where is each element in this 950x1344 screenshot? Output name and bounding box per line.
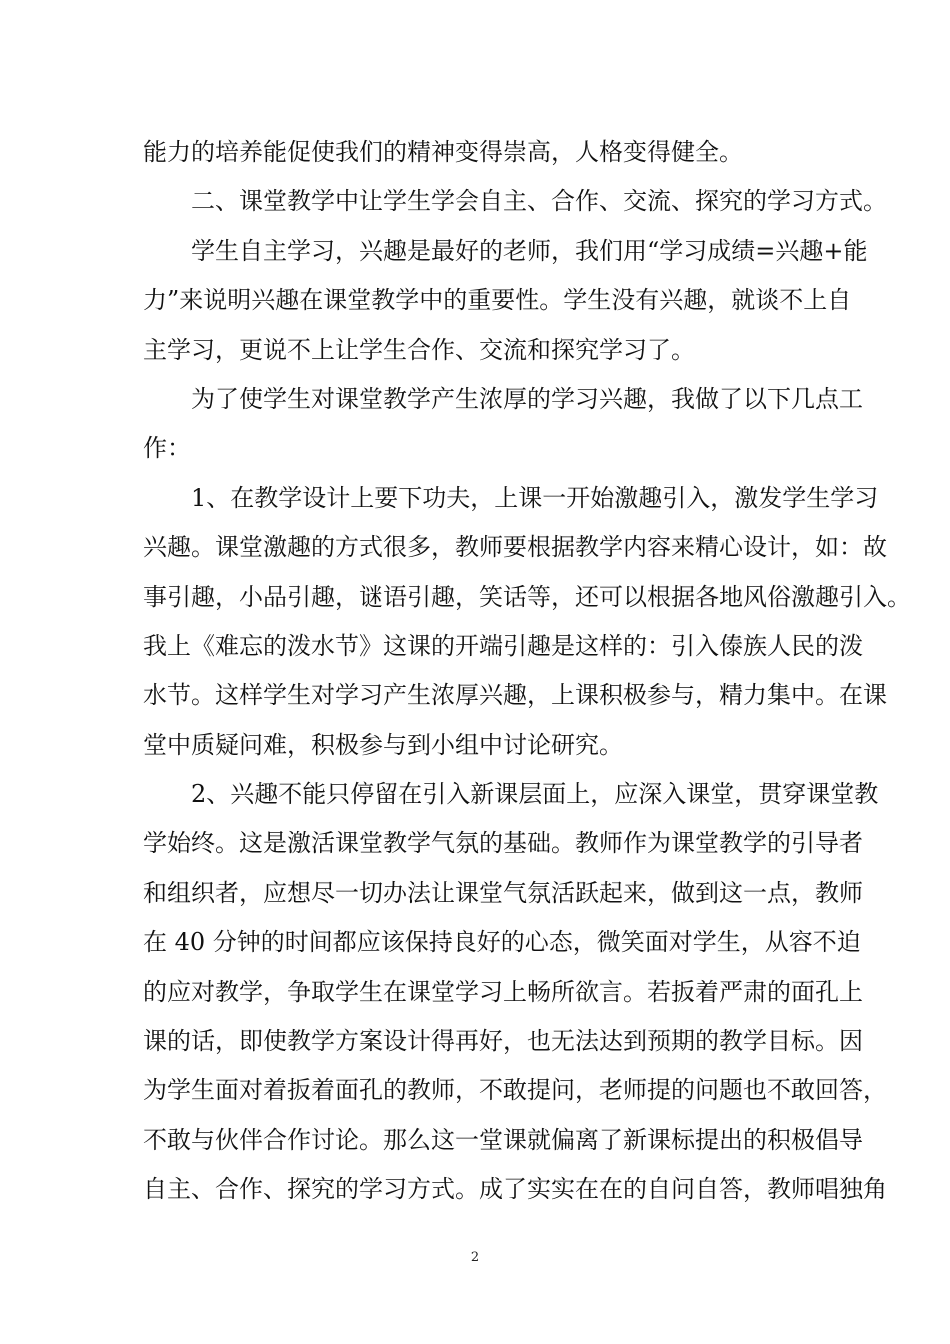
- paragraph-line: 和组织者，应想尽一切办法让课堂气氛活跃起来，做到这一点，教师: [143, 878, 863, 907]
- paragraph-line: 事引趣，小品引趣，谜语引趣，笑话等，还可以根据各地风俗激趣引入。: [143, 582, 911, 611]
- paragraph-line: 自主、合作、探究的学习方式。成了实实在在的自问自答，教师唱独角: [143, 1175, 887, 1204]
- paragraph-line: 的应对教学，争取学生在课堂学习上畅所欲言。若扳着严肃的面孔上: [143, 977, 863, 1006]
- paragraph-line: 水节。这样学生对学习产生浓厚兴趣，上课积极参与，精力集中。在课: [143, 681, 887, 710]
- paragraph-line: 学生自主学习，兴趣是最好的老师，我们用“学习成绩=兴趣+能: [191, 236, 868, 265]
- paragraph-line: 作：: [143, 434, 191, 463]
- paragraph-line: 力”来说明兴趣在课堂教学中的重要性。学生没有兴趣，就谈不上自: [143, 286, 852, 315]
- paragraph-line: 不敢与伙伴合作讨论。那么这一堂课就偏离了新课标提出的积极倡导: [143, 1125, 863, 1154]
- paragraph-line: 在 40 分钟的时间都应该保持良好的心态，微笑面对学生，从容不迫: [143, 928, 861, 957]
- paragraph-line: 兴趣。课堂激趣的方式很多，教师要根据教学内容来精心设计，如：故: [143, 533, 887, 562]
- paragraph-line: 学始终。这是激活课堂教学气氛的基础。教师作为课堂教学的引导者: [143, 829, 863, 858]
- paragraph-line: 我上《难忘的泼水节》这课的开端引趣是这样的：引入傣族人民的泼: [143, 631, 863, 660]
- paragraph-line: 为学生面对着扳着面孔的教师，不敢提问，老师提的问题也不敢回答，: [143, 1076, 887, 1105]
- paragraph-line: 课的话，即使教学方案设计得再好，也无法达到预期的教学目标。因: [143, 1027, 863, 1056]
- paragraph-line: 2、兴趣不能只停留在引入新课层面上，应深入课堂，贯穿课堂教: [191, 780, 879, 809]
- paragraph-line: 主学习，更说不上让学生合作、交流和探究学习了。: [143, 335, 695, 364]
- paragraph-line: 能力的培养能促使我们的精神变得崇高，人格变得健全。: [143, 138, 743, 166]
- paragraph-line: 为了使学生对课堂教学产生浓厚的学习兴趣，我做了以下几点工: [191, 384, 863, 413]
- paragraph-line: 堂中质疑问难，积极参与到小组中讨论研究。: [143, 730, 623, 759]
- page-number: 2: [470, 1250, 480, 1265]
- body-text: [143, 128, 911, 1215]
- section-heading: 二、课堂教学中让学生学会自主、合作、交流、探究的学习方式。: [191, 187, 887, 216]
- paragraph-line: 1、在教学设计上要下功夫，上课一开始激趣引入，激发学生学习: [191, 483, 879, 512]
